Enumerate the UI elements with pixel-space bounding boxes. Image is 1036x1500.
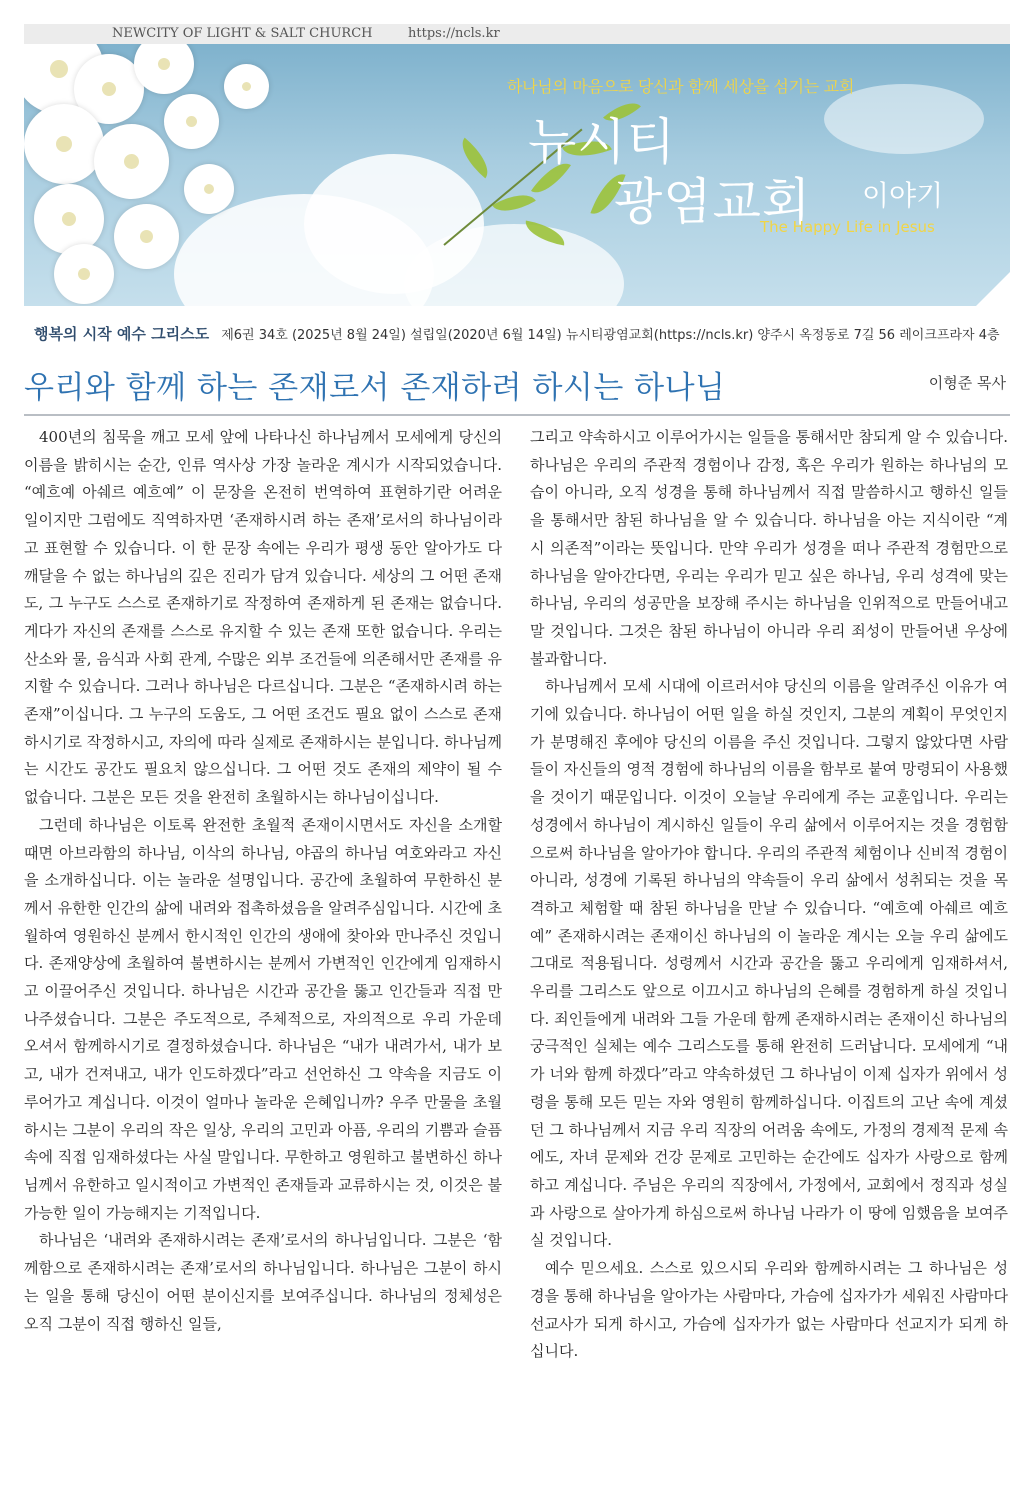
- flower-shape: [34, 184, 104, 254]
- newsletter-title-line1: 뉴시티: [528, 113, 676, 171]
- article-paragraph: 그런데 하나님은 이토록 완전한 초월적 존재이시면서도 자신을 소개할 때면 아브라함의 하나님, 이삭의 하나님, 야곱의 하나님 여호와라고 자신을 소개하십니다. 이는 놀라운 설명입니다. 공간에 초월하여 무한하신 분께서 유한한 인간의 삶에 내려와 접촉하셨음을 알려주심입니다. 시간에 초월하여 영원하신 분께서 한시적인 인간의 생애에 찾아와 만나주신 것입니다. 존재양상에 초월하여 불변하시는 분께서 가변적인 인간에게 임재하시고 이끌어주신 것입니다. 하나님은 시간과 공간을 뚫고 인간들과 직접 만나주셨습니다. 그분은 주도적으로, 주체적으로, 자의적으로 우리 가운데 오셔서 함께하시기로 결정하셨습니다. 하나님은 “내가 내려가서, 내가 보고, 내가 건져내고, 내가 인도하겠다”라고 선언하신 그 약속을 지금도 이루어가고 계십니다. 이것이 얼마나 놀라운 은혜입니까? 우주 만물을 초월하시는 그분이 우리의 작은 일상, 우리의 고민과 아픔, 우리의 기쁨과 슬픔 속에 직접 임재하셨다는 사실 말입니다. 무한하고 영원하고 불변하신 하나님께서 유한하고 일시적이고 가변적인 존재들과 교류하시는 것, 이것은 불가능한 일이 가능해지는 기적입니다.: [24, 815, 502, 1222]
- flower-shape: [224, 64, 269, 109]
- article-paragraph: 하나님께서 모세 시대에 이르러서야 당신의 이름을 알려주신 이유가 여기에 있습니다. 하나님이 어떤 일을 하실 것인지, 그분의 계획이 무엇인지가 분명해진 후에야 당신의 이름을 주신 것입니다. 그렇지 않았다면 사람들이 자신들의 영적 경험에 하나님의 이름을 함부로 붙여 망령되이 사용했을 것이기 때문입니다. 이것이 오늘날 우리에게 주는 교훈입니다. 우리는 성경에서 하나님이 계시하신 일들이 우리 삶에서 이루어지는 것을 경험함으로써 하나님을 알아가야 합니다. 우리의 주관적 체험이나 신비적 경험이 아니라, 성경에 기록된 하나님의 약속들이 우리 삶에서 성취되는 것을 목격하고 체험할 때 참된 하나님을 만날 수 있습니다. “예흐예 아쉐르 예흐예” 존재하시려는 존재이신 하나님의 이 놀라운 계시는 오늘 우리 삶에도 그대로 적용됩니다. 성령께서 시간과 공간을 뚫고 우리에게 임재하셔서, 우리를 그리스도 앞으로 이끄시고 하나님의 은혜를 경험하게 하실 것입니다. 죄인들에게 내려와 그들 가운데 함께 존재하시려는 존재이신 하나님의 궁극적인 실체는 예수 그리스도를 통해 완전히 드러납니다. 모세에게 “내가 너와 함께 하겠다”라고 약속하셨던 그 하나님이 이제 십자가 위에서 성령을 통해 모든 믿는 자와 영원히 함께하십니다. 이집트의 고난 속에 계셨던 그 하나님께서 지금 우리 직장의 어려움 속에도, 가정의 경제적 문제 속에도, 자녀 문제와 건강 문제로 고민하는 순간에도 십자가 사랑으로 함께하고 계십니다. 주님은 우리의 직장에서, 가정에서, 교회에서 정직과 성실과 사랑으로 살아가게 하심으로써 하나님 나라가 이 땅에 임했음을 보여주실 것입니다.: [530, 677, 1008, 1250]
- newsletter-title-suffix: 이야기: [862, 179, 944, 212]
- article-paragraph: 400년의 침묵을 깨고 모세 앞에 나타나신 하나님께서 모세에게 당신의 이름을 밝히시는 순간, 인류 역사상 가장 놀라운 계시가 시작되었습니다. “예흐예 아쉐르 예흐예” 이 문장을 온전히 번역하여 표현하기란 어려운 일이지만 그럼에도 직역하자면 ‘존재하시려 하는 존재’로서의 하나님이라고 표현할 수 있습니다. 이 한 문장 속에는 우리가 평생 동안 알아가도 다 깨달을 수 없는 하나님의 깊은 진리가 담겨 있습니다. 세상의 그 어떤 존재도, 그 누구도 스스로 존재하기로 작정하여 존재하게 된 존재는 없습니다. 게다가 자신의 존재를 스스로 유지할 수 있는 존재 또한 없습니다. 우리는 산소와 물, 음식과 사회 관계, 수많은 외부 조건들에 의존해서만 존재를 유지할 수 있습니다. 그러나 하나님은 다르십니다. 그분은 “존재하시려 하는 존재”이십니다. 그 누구의 도움도, 그 어떤 조건도 필요 없이 스스로 존재하시기로 작정하시고, 자의에 따라 실제로 존재하시는 분입니다. 하나님께는 시간도 공간도 필요치 않으십니다. 그 어떤 것도 존재의 제약이 될 수 없습니다. 그분은 모든 것을 완전히 초월하시는 하나님이십니다.: [24, 428, 502, 807]
- flower-shape: [94, 124, 169, 199]
- issue-details: 제6권 34호 (2025년 8월 24일) 설립일(2020년 6월 14일) 뉴시티광염교회(https://ncls.kr) 양주시 옥정동로 7길 56 레이크프라자 4층: [221, 328, 1000, 343]
- article-paragraph: 하나님은 ‘내려와 존재하시려는 존재’로서의 하나님입니다. 그분은 ‘함께함으로 존재하시려는 존재’로서의 하나님입니다. 하나님은 그분이 하시는 일을 통해 당신이 어떤 분이신지를 보여주십니다. 하나님의 정체성은 오직 그분이 직접 행하신 일들,: [24, 1231, 502, 1333]
- flower-shape: [24, 104, 104, 184]
- headline-divider: [24, 414, 1010, 416]
- flower-shape: [114, 204, 179, 269]
- church-motto: 행복의 시작 예수 그리스도: [34, 325, 210, 343]
- article-author: 이형준 목사: [928, 374, 1006, 392]
- leaf-shape: [492, 185, 536, 221]
- flower-shape: [54, 244, 114, 304]
- leaf-shape: [453, 138, 497, 179]
- article-headline: 우리와 함께 하는 존재로서 존재하려 하시는 하나님: [24, 370, 726, 406]
- article-paragraph: 그리고 약속하시고 이루어가시는 일들을 통해서만 참되게 알 수 있습니다. 하나님은 우리의 주관적 경험이나 감정, 혹은 우리가 원하는 하나님의 모습이 아니라, 오직 성경을 통해 하나님께서 직접 말씀하시고 행하신 일들을 통해서만 참된 하나님을 알 수 있습니다. 하나님을 아는 지식이란 “계시 의존적”이라는 뜻입니다. 만약 우리가 성경을 떠나 주관적 경험만으로 하나님을 알아간다면, 우리는 우리가 믿고 싶은 하나님, 우리 성격에 맞는 하나님, 우리의 성공만을 보장해 주시는 하나님을 인위적으로 만들어내고 말 것입니다. 그것은 참된 하나님이 아니라 우리 죄성이 만들어낸 우상에 불과합니다.: [530, 428, 1008, 668]
- flower-shape: [164, 94, 219, 149]
- article-column-left: [24, 424, 502, 1338]
- newsletter-english-subtitle: The Happy Life in Jesus: [760, 218, 935, 236]
- banner-slogan: 하나님의 마음으로 당신과 함께 세상을 섬기는 교회: [507, 77, 854, 96]
- article-paragraph: 예수 믿으세요. 스스로 있으시되 우리와 함께하시려는 그 하나님은 성경을 통해 하나님을 알아가는 사람마다, 가슴에 십자가가 세워진 사람마다 선교사가 되게 하시고, 가슴에 십자가가 없는 사람마다 선교지가 되게 하십니다.: [530, 1259, 1008, 1361]
- church-english-name: NEWCITY OF LIGHT & SALT CHURCH: [112, 26, 373, 41]
- article-column-right: [530, 424, 1008, 1366]
- banner-top-strip: [24, 24, 1010, 44]
- church-url[interactable]: https://ncls.kr: [408, 26, 500, 41]
- newsletter-title-line2: 광염교회: [614, 173, 812, 231]
- page-curl: [976, 272, 1010, 306]
- issue-info-line: [34, 323, 1014, 344]
- flower-shape: [184, 164, 234, 214]
